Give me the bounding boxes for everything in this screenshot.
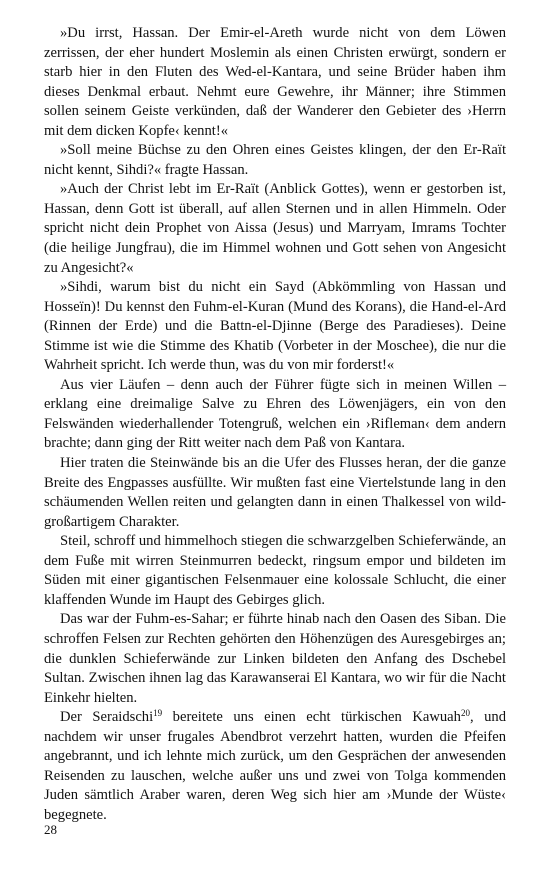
paragraph: Aus vier Läufen – denn auch der Führer fügte sich in meinen Willen – erklang eine dreimalige Salve zu Ehren des Löwenjägers, ein von den Felswänden wiederhallender Totengruß, welchen ein ›Rifleman‹ dem andern brachte; dann ging der Ritt weiter nach dem Paß von Kantara. [44,376,506,452]
paragraph-text: bereitete uns einen echt türkischen Kawuah [162,709,461,726]
paragraph: Hier traten die Steinwände bis an die Ufer des Flusses heran, der die ganze Breite des Engpasses ausfüllte. Wir mußten fast eine Viertelstunde lang in den schäumenden Wellen reiten und gelangten dann in einen Thalkessel von wild-großartigem Charakter. [44,455,506,530]
body-text [44,24,506,825]
paragraph-text: , und nachdem wir unser frugales Abendbrot verzehrt hatten, wurden die Pfeifen angebrannt, und ich lehnte mich zurück, um den Gesprächen der anwesenden Reisenden zu lauschen, welche außer uns und zwei von Tolga kommenden Juden sämtlich Araber waren, deren Weg sich hier am ›Munde der Wüste‹ begegnete. [44,709,506,823]
paragraph: »Du irrst, Hassan. Der Emir-el-Areth wurde nicht von dem Löwen zerrissen, der eher hundert Moslemin als einen Christen erwürgt, sondern er starb hier in den Fluten des Wed-el-Kantara, und seine Brüder haben ihm dieses Denkmal erbaut. Nehmt eure Gewehre, ihr Männer; ihre Stimmen sollen seinem Geiste verkünden, daß der Wanderer den Gebieter des ›Herrn mit dem dicken Kopfe‹ kennt!« [44,25,506,139]
paragraph: »Auch der Christ lebt im Er-Raït (Anblick Gottes), wenn er gestorben ist, Hassan, denn Gott ist überall, auf allen Sternen und in allen Himmeln. Oder spricht nicht dein Prophet von Aissa (Jesus) und Marryam, Imrams Tochter (die heilige Jungfrau), die im Himmel wohnen und Gott sehen von Angesicht zu Angesicht?« [44,181,506,276]
paragraph: »Sihdi, warum bist du nicht ein Sayd (Abkömmling von Hassan und Hosseïn)! Du kennst den Fuhm-el-Kuran (Mund des Korans), die Hand-el-Ard (Rinnen der Erde) und die Battn-el-Djinne (Berge des Paradieses). Deine Stimme ist wie die Stimme des Khatib (Vorbeter in der Moschee), die nur die Wahrheit spricht. Ich werde thun, was du von mir forderst!« [44,279,506,374]
page-number: 28 [44,822,57,837]
paragraph: Steil, schroff und himmelhoch stiegen die schwarzgelben Schieferwände, an dem Fuße mit wirren Steinmurren bedeckt, ringsum empor und bildeten im Süden mit einer gigantischen Felsenmauer eine kolossale Schlucht, die einer klaffenden Wunde im Haupt des Gebirges glich. [44,533,506,608]
footnote-marker: 20 [460,708,470,719]
paragraph: Das war der Fuhm-es-Sahar; er führte hinab nach den Oasen des Siban. Die schroffen Felsen zur Rechten gehörten den Höhenzügen des Auresgebirges an; die dunklen Schieferwände zur Linken bildeten den Anfang des Dschebel Sultan. Zwischen ihnen lag das Karawanserai El Kantara, wo wir für die Nacht Einkehr hielten. [44,611,506,706]
paragraph-text: Der Seraidschi [60,709,154,726]
paragraph: »Soll meine Büchse zu den Ohren eines Geistes klingen, der den Er-Raït nicht kennt, Sihdi?« fragte Hassan. [44,142,506,178]
footnote-marker: 19 [153,708,163,719]
paragraph-with-footnotes [44,708,506,825]
